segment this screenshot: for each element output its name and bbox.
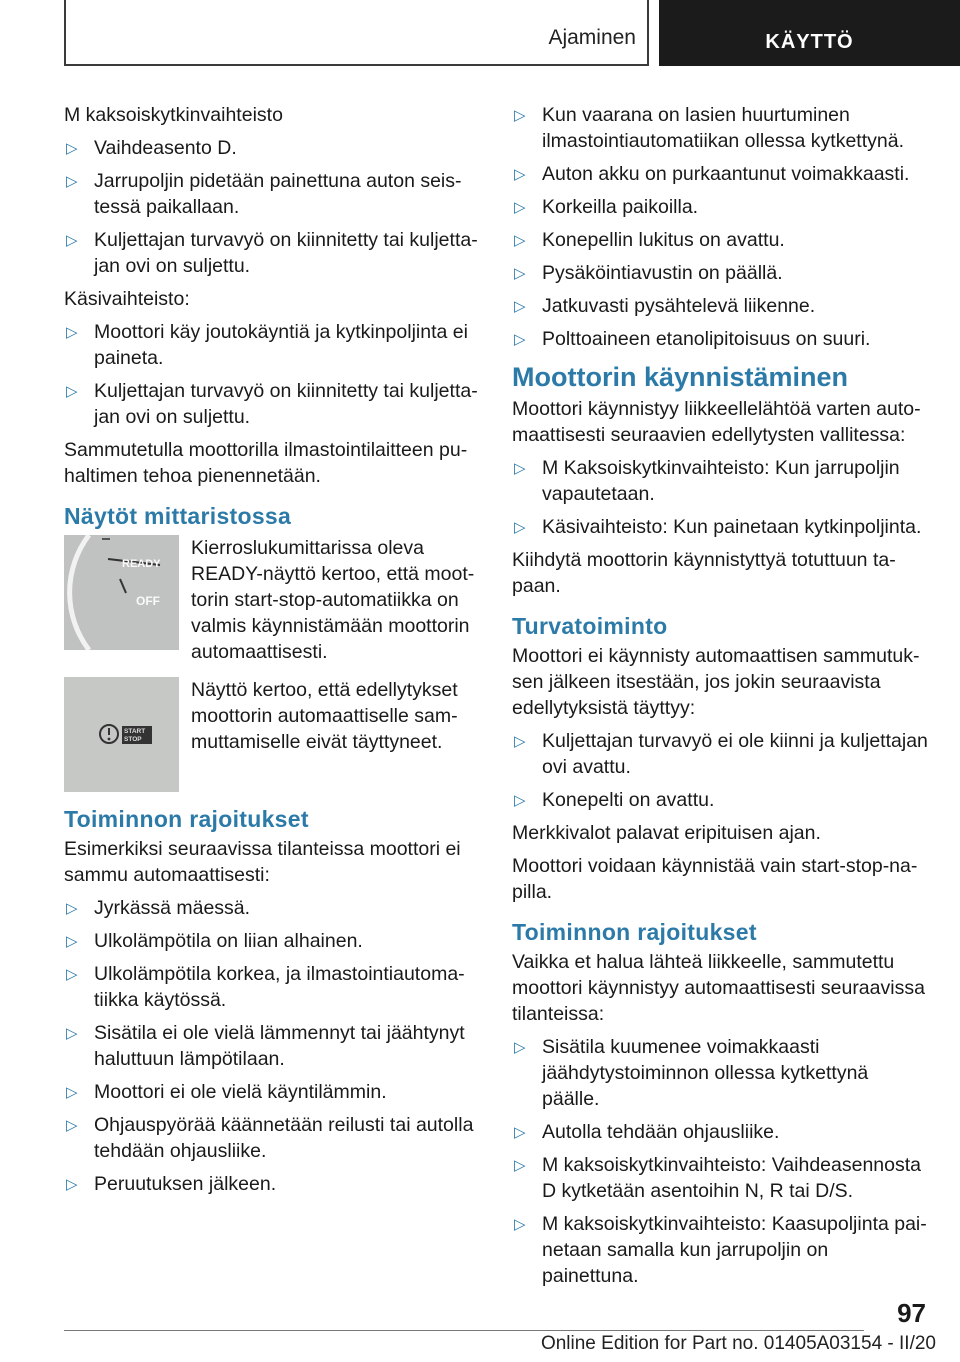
- start-note: Kiihdytä moottorin käynnistyttyä totuttuun tapaan.: [512, 549, 896, 597]
- triangle-right-icon: ▷: [66, 900, 78, 917]
- continued-list: [512, 102, 930, 352]
- safety-list: [512, 728, 930, 813]
- header-section-title: Ajaminen: [548, 26, 636, 49]
- right-column: [512, 102, 930, 1296]
- limits-intro: Esimerkiksi seuraavissa tilanteissa moottori ei sammu automaattisesti:: [64, 838, 461, 886]
- list-item: ▷ Kun vaarana on lasien huurtuminen ilmastointiautomatiikan ollessa kytkettynä.: [514, 104, 904, 152]
- list-item: ▷ M Kaksoiskytkinvaihteisto: Kun jarrupoljin vapautetaan.: [514, 457, 900, 505]
- page-number: 97: [897, 1298, 926, 1328]
- limits2-intro: Vaikka et halua lähteä liikkeelle, sammutettu moottori käynnistyy automaattisesti seuraavissa tilanteissa:: [512, 951, 925, 1025]
- figure-caption-start-stop: Näyttö kertoo, että edellytykset moottorin automaattiselle sammuttamiselle eivät täyttyneet.: [191, 679, 458, 753]
- triangle-right-icon: ▷: [514, 1216, 526, 1233]
- safety-intro: Moottori ei käynnisty automaattisen sammutuksen jälkeen itsestään, jos jokin seuraavista edellytyksistä täyttyy:: [512, 645, 920, 719]
- triangle-right-icon: ▷: [66, 383, 78, 400]
- intro-label: M kaksoiskytkinvaihteisto: [64, 104, 283, 126]
- triangle-right-icon: ▷: [514, 107, 526, 124]
- list-item: ▷ Sisätila kuumenee voimakkaasti jäähdytystoiminnon ollessa kytkettynä päälle.: [514, 1036, 869, 1110]
- list-item: ▷ Pysäköintiavustin on päällä.: [514, 262, 783, 284]
- footer-edition: Online Edition for Part no. 01405A03154 - II/20: [540, 1333, 936, 1354]
- list-item: ▷ Polttoaineen etanolipitoisuus on suuri.: [514, 328, 871, 350]
- triangle-right-icon: ▷: [66, 1117, 78, 1134]
- header-left-rule: [64, 0, 66, 66]
- manual-list: [64, 319, 479, 430]
- list-item: ▷ M kaksoiskytkinvaihteisto: Vaihdeasennosta D kytketään asentoihin N, R tai D/S.: [514, 1154, 922, 1202]
- triangle-right-icon: ▷: [514, 232, 526, 249]
- header-chapter-tab: KÄYTTÖ: [659, 0, 960, 66]
- triangle-right-icon: ▷: [66, 324, 78, 341]
- svg-text:START: START: [124, 728, 146, 735]
- triangle-right-icon: ▷: [514, 1124, 526, 1141]
- triangle-right-icon: ▷: [514, 792, 526, 809]
- heading-displays: Näytöt mittaristossa: [64, 503, 292, 529]
- tachometer-ready-image: [64, 535, 179, 650]
- list-item: ▷ Auton akku on purkaantunut voimakkaasti.: [514, 163, 910, 185]
- heading-engine-start: Moottorin käynnistäminen: [512, 362, 849, 392]
- list-item: ▷ Sisätila ei ole vielä lämmennyt tai jäähtynyt haluttuun lämpötilaan.: [66, 1022, 465, 1070]
- list-item: ▷ Kuljettajan turvavyö on kiinnitetty tai kuljettajan ovi on suljettu.: [66, 380, 478, 428]
- figure-caption-ready: Kierroslukumittarissa oleva READY-näyttö kertoo, että moottorin start-stop-automatiikka on valmis käynnistämään moottorin automaattisesti.: [191, 537, 475, 663]
- left-column: [64, 102, 479, 1204]
- list-item: ▷ Moottori ei ole vielä käyntilämmin.: [66, 1081, 387, 1103]
- svg-text:OFF: OFF: [136, 594, 160, 608]
- list-item: ▷ Kuljettajan turvavyö ei ole kiinni ja kuljettajan ovi avattu.: [514, 730, 928, 778]
- header-bottom-rule: [64, 64, 649, 66]
- list-item: ▷ Jarrupoljin pidetään painettuna auton seistessä paikallaan.: [66, 170, 462, 218]
- footer-rule: [64, 1330, 864, 1331]
- figure-row-start-stop: [64, 677, 479, 792]
- list-item: ▷ Peruutuksen jälkeen.: [66, 1173, 277, 1195]
- climate-note: Sammutetulla moottorilla ilmastointilaitteen puhaltimen tehoa pienennetään.: [64, 439, 468, 487]
- start-list: [512, 455, 930, 540]
- start-intro: Moottori käynnistyy liikkeellelähtöä varten automaattisesti seuraavien edellytysten vallitessa:: [512, 398, 921, 446]
- triangle-right-icon: ▷: [66, 232, 78, 249]
- start-stop-warning-image: [64, 677, 179, 792]
- manual-label: Käsivaihteisto:: [64, 288, 190, 310]
- safety-note-2: Moottori voidaan käynnistää vain start-stop-napilla.: [512, 855, 918, 903]
- list-item: ▷ Moottori käy joutokäyntiä ja kytkinpoljinta ei paineta.: [66, 321, 468, 369]
- list-item: ▷ Jyrkässä mäessä.: [66, 897, 251, 919]
- list-item: ▷ Ulkolämpötila korkea, ja ilmastointiautomatiikka käytössä.: [66, 963, 465, 1011]
- list-item: ▷ M kaksoiskytkinvaihteisto: Kaasupoljinta painetaan samalla kun jarrupoljin on painettuna.: [514, 1213, 927, 1287]
- triangle-right-icon: ▷: [66, 966, 78, 983]
- svg-text:READY: READY: [122, 558, 161, 570]
- figure-row-ready: [64, 535, 479, 665]
- triangle-right-icon: ▷: [514, 519, 526, 536]
- triangle-right-icon: ▷: [66, 140, 78, 157]
- triangle-right-icon: ▷: [514, 460, 526, 477]
- list-item: ▷ Konepellin lukitus on avattu.: [514, 229, 785, 251]
- triangle-right-icon: ▷: [514, 331, 526, 348]
- triangle-right-icon: ▷: [66, 1025, 78, 1042]
- list-item: ▷ Autolla tehdään ohjausliike.: [514, 1121, 780, 1143]
- triangle-right-icon: ▷: [66, 1176, 78, 1193]
- list-item: ▷ Ohjauspyörää käännetään reilusti tai autolla tehdään ohjausliike.: [66, 1114, 474, 1162]
- header-right-rule: [647, 0, 649, 66]
- heading-limits: Toiminnon rajoitukset: [64, 806, 309, 832]
- triangle-right-icon: ▷: [514, 166, 526, 183]
- list-item: ▷ Käsivaihteisto: Kun painetaan kytkinpoljinta.: [514, 516, 922, 538]
- tachometer-icon: [64, 535, 179, 650]
- heading-limits-2: Toiminnon rajoitukset: [512, 919, 757, 945]
- intro-list: [64, 135, 479, 279]
- triangle-right-icon: ▷: [514, 733, 526, 750]
- triangle-right-icon: ▷: [514, 1157, 526, 1174]
- safety-note-1: Merkkivalot palavat eripituisen ajan.: [512, 822, 821, 844]
- limits2-list: [512, 1034, 930, 1289]
- list-item: ▷ Konepelti on avattu.: [514, 789, 715, 811]
- start-stop-warning-icon: [64, 677, 179, 792]
- triangle-right-icon: ▷: [514, 298, 526, 315]
- list-item: ▷ Ulkolämpötila on liian alhainen.: [66, 930, 363, 952]
- list-item: ▷ Korkeilla paikoilla.: [514, 196, 699, 218]
- limits-list: [64, 895, 479, 1197]
- svg-text:STOP: STOP: [124, 736, 142, 743]
- triangle-right-icon: ▷: [66, 1084, 78, 1101]
- heading-safety: Turvatoiminto: [512, 613, 668, 639]
- triangle-right-icon: ▷: [514, 1039, 526, 1056]
- triangle-right-icon: ▷: [514, 199, 526, 216]
- triangle-right-icon: ▷: [66, 173, 78, 190]
- triangle-right-icon: ▷: [514, 265, 526, 282]
- triangle-right-icon: ▷: [66, 933, 78, 950]
- list-item: ▷ Vaihdeasento D.: [66, 137, 237, 159]
- list-item: ▷ Jatkuvasti pysähtelevä liikenne.: [514, 295, 816, 317]
- list-item: ▷ Kuljettajan turvavyö on kiinnitetty tai kuljettajan ovi on suljettu.: [66, 229, 478, 277]
